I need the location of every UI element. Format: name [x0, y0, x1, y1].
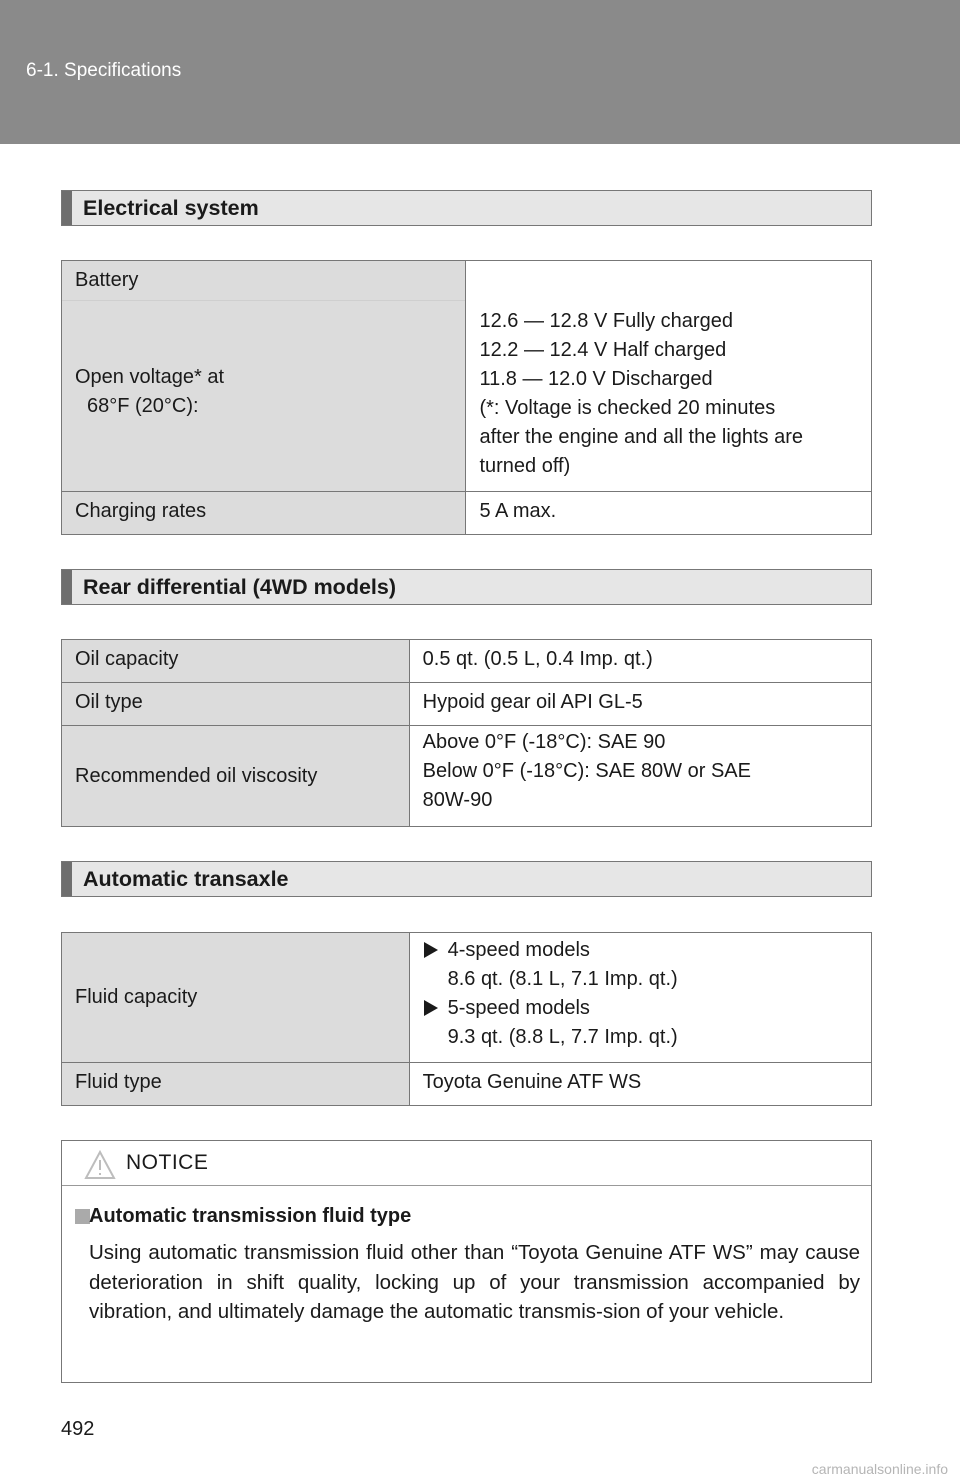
electrical-section-heading: [61, 190, 872, 226]
table-row: [62, 640, 872, 683]
viscosity-line: 80W-90: [422, 789, 493, 811]
bullet-square-icon: [75, 1209, 90, 1224]
open-voltage-label-line: 68°F (20°C):: [87, 395, 199, 417]
open-voltage-label: [62, 301, 465, 421]
rear-diff-table: [61, 639, 872, 827]
oil-type-value: Hypoid gear oil API GL-5: [409, 683, 871, 726]
list-item: [410, 994, 858, 1023]
arrow-right-icon: [424, 1000, 438, 1016]
voltage-line: 12.2 — 12.4 V Half charged: [479, 339, 727, 361]
charging-value: 5 A max.: [466, 492, 872, 535]
electrical-section-title: Electrical system: [83, 196, 259, 220]
page-number: 492: [61, 1418, 95, 1440]
voltage-line: 11.8 — 12.0 V Discharged: [479, 368, 713, 390]
heading-marker: [62, 570, 72, 604]
model-label: 4-speed models: [447, 939, 590, 961]
list-item: [410, 936, 858, 965]
viscosity-line: Above 0°F (-18°C): SAE 90: [422, 731, 666, 753]
warning-triangle-icon: [84, 1150, 116, 1180]
viscosity-line: Below 0°F (-18°C): SAE 80W or SAE: [422, 760, 751, 782]
oil-viscosity-value: [409, 726, 871, 827]
oil-viscosity-label: Recommended oil viscosity: [62, 726, 410, 827]
fluid-capacity-label: Fluid capacity: [62, 933, 410, 1063]
fluid-capacity-value: [409, 933, 871, 1063]
transaxle-section-title: Automatic transaxle: [83, 867, 289, 891]
arrow-right-icon: [424, 942, 438, 958]
battery-label-cell: [62, 261, 466, 492]
oil-type-label: Oil type: [62, 683, 410, 726]
notice-subtitle: Automatic transmission fluid type: [89, 1205, 412, 1227]
rear-diff-section-heading: [61, 569, 872, 605]
fluid-type-value: Toyota Genuine ATF WS: [409, 1063, 871, 1106]
model-value: 9.3 qt. (8.8 L, 7.7 Imp. qt.): [447, 1026, 678, 1048]
transaxle-section-heading: [61, 861, 872, 897]
model-value: 8.6 qt. (8.1 L, 7.1 Imp. qt.): [447, 968, 678, 990]
section-breadcrumb: 6-1. Specifications: [26, 60, 182, 81]
heading-marker: [62, 862, 72, 896]
rear-diff-section-title: Rear differential (4WD models): [83, 575, 396, 599]
electrical-table: [61, 260, 872, 535]
notice-box: [61, 1140, 872, 1383]
battery-label: Battery: [62, 261, 465, 301]
charging-label: Charging rates: [62, 492, 466, 535]
table-row: [62, 492, 872, 535]
notice-body: Using automatic transmission fluid other than “Toyota Genuine ATF WS” may cause deterioration in shift quality, locking up of your transmission accompanied by vibration, and ultimately damage the automatic transmis-sion of your vehicle.: [89, 1241, 860, 1323]
oil-capacity-value: 0.5 qt. (0.5 L, 0.4 Imp. qt.): [409, 640, 871, 683]
voltage-line: (*: Voltage is checked 20 minutes: [479, 397, 776, 419]
model-label: 5-speed models: [447, 997, 590, 1019]
table-row: [62, 1063, 872, 1106]
voltage-line: 12.6 — 12.8 V Fully charged: [479, 310, 733, 332]
notice-header: [62, 1141, 871, 1186]
fluid-type-label: Fluid type: [62, 1063, 410, 1106]
heading-marker: [62, 191, 72, 225]
open-voltage-label-line: Open voltage* at: [75, 366, 224, 388]
transaxle-table: [61, 932, 872, 1106]
voltage-line: after the engine and all the lights are: [479, 426, 804, 448]
battery-voltage-value: [466, 261, 872, 492]
watermark: carmanualsonline.info: [811, 1461, 948, 1477]
table-row: [62, 726, 872, 827]
table-row: [62, 933, 872, 1063]
voltage-line: turned off): [479, 455, 571, 477]
page-header: [0, 0, 960, 144]
table-row: [62, 683, 872, 726]
table-row: [62, 261, 872, 492]
oil-capacity-label: Oil capacity: [62, 640, 410, 683]
notice-title: NOTICE: [126, 1151, 209, 1174]
